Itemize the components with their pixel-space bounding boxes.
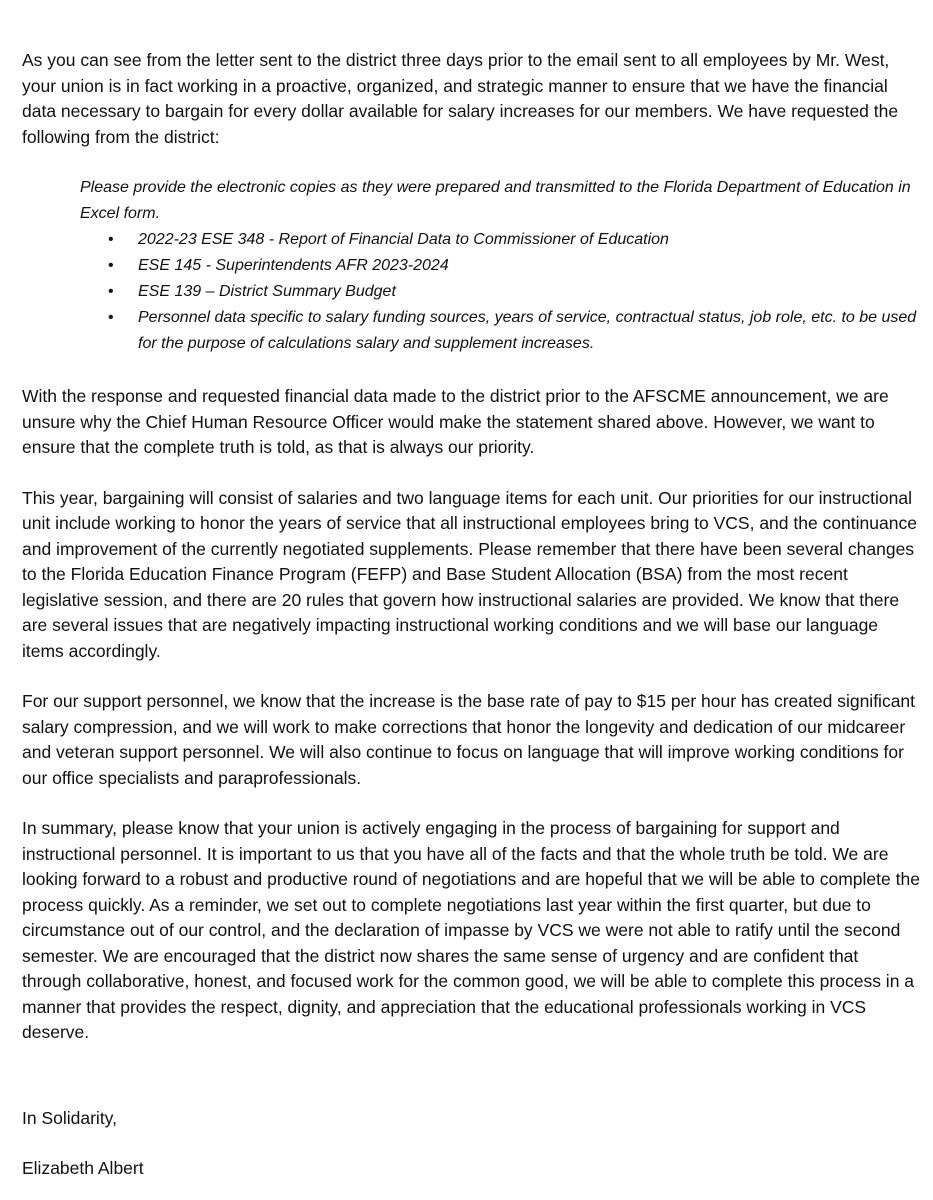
paragraph-support-personnel: For our support personnel, we know that the increase is the base rate of pay to $15 per hour has created significant salary compression, and we will work to make corrections that honor the longevity and dedication of our midcareer and veteran support personnel. We will also continue to focus on language that will improve working conditions for our office specialists and paraprofessionals. bbox=[22, 691, 916, 788]
paragraph-summary: In summary, please know that your union is actively engaging in the process of bargaining for support and instructional personnel. It is important to us that you have all of the facts and that the whole truth be told. We are looking forward to a robust and productive round of negotiations and are hopeful that we will be able to complete the process quickly. As a reminder, we set out to complete negotiations last year within the first quarter, but due to circumstance out of our control, and the declaration of impasse by VCS we were not able to ratify until the second semester. We are encouraged that the district now shares the same sense of urgency and are confident that through collaborative, honest, and focused work for the common good, we will be able to complete this process in a manner that provides the respect, dignity, and appreciation that the educational professionals working in VCS deserve. bbox=[22, 818, 920, 1042]
request-list bbox=[80, 227, 922, 357]
request-item-ese-145: ESE 145 - Superintendents AFR 2023-2024 bbox=[138, 257, 449, 274]
bullet-icon: • bbox=[108, 309, 114, 326]
bullet-icon: • bbox=[108, 231, 114, 248]
request-item-personnel-data: Personnel data specific to salary funding sources, years of service, contractual status, job role, etc. to be used for the purpose of calculations salary and supplement increases. bbox=[138, 309, 917, 352]
bullet-icon: • bbox=[108, 257, 114, 274]
paragraph-instructional-unit: This year, bargaining will consist of salaries and two language items for each unit. Our priorities for our instructional unit include working to honor the years of service that all instructional employees bring to VCS, and the continuance and improvement of the currently negotiated supplements. Please remember that there have been several changes to the Florida Education Finance Program (FEFP) and Base Student Allocation (BSA) from the most recent legislative session, and there are 20 rules that govern how instructional salaries are provided. We know that there are several issues that are negatively impacting instructional working conditions and we will base our language items accordingly. bbox=[22, 487, 917, 661]
paragraph-data-request: As you can see from the letter sent to the district three days prior to the email sent to all employees by Mr. West, your union is in fact working in a proactive, organized, and strategic manner to ensure that we have the financial data necessary to bargain for every dollar available for salary increases for our members. We have requested the following from the district: bbox=[22, 50, 899, 147]
letter-body bbox=[22, 48, 922, 1182]
list-item bbox=[80, 227, 922, 253]
request-block bbox=[80, 175, 922, 357]
request-intro: Please provide the electronic copies as they were prepared and transmitted to the Florida Department of Education in Excel form. bbox=[80, 179, 911, 222]
signature-name: Elizabeth Albert bbox=[22, 1158, 144, 1178]
list-item bbox=[80, 279, 922, 305]
request-item-ese-139: ESE 139 – District Summary Budget bbox=[138, 283, 396, 300]
list-item bbox=[80, 253, 922, 279]
paragraph-afscme-response: With the response and requested financial data made to the district prior to the AFSCME announcement, we are unsure why the Chief Human Resource Officer would make the statement shared above. However, we want to ensure that the complete truth is told, as that is always our priority. bbox=[22, 386, 889, 457]
list-item bbox=[80, 305, 922, 357]
bullet-icon: • bbox=[108, 283, 114, 300]
closing-salutation: In Solidarity, bbox=[22, 1107, 117, 1128]
request-item-ese-348: 2022-23 ESE 348 - Report of Financial Data to Commissioner of Education bbox=[138, 231, 669, 248]
